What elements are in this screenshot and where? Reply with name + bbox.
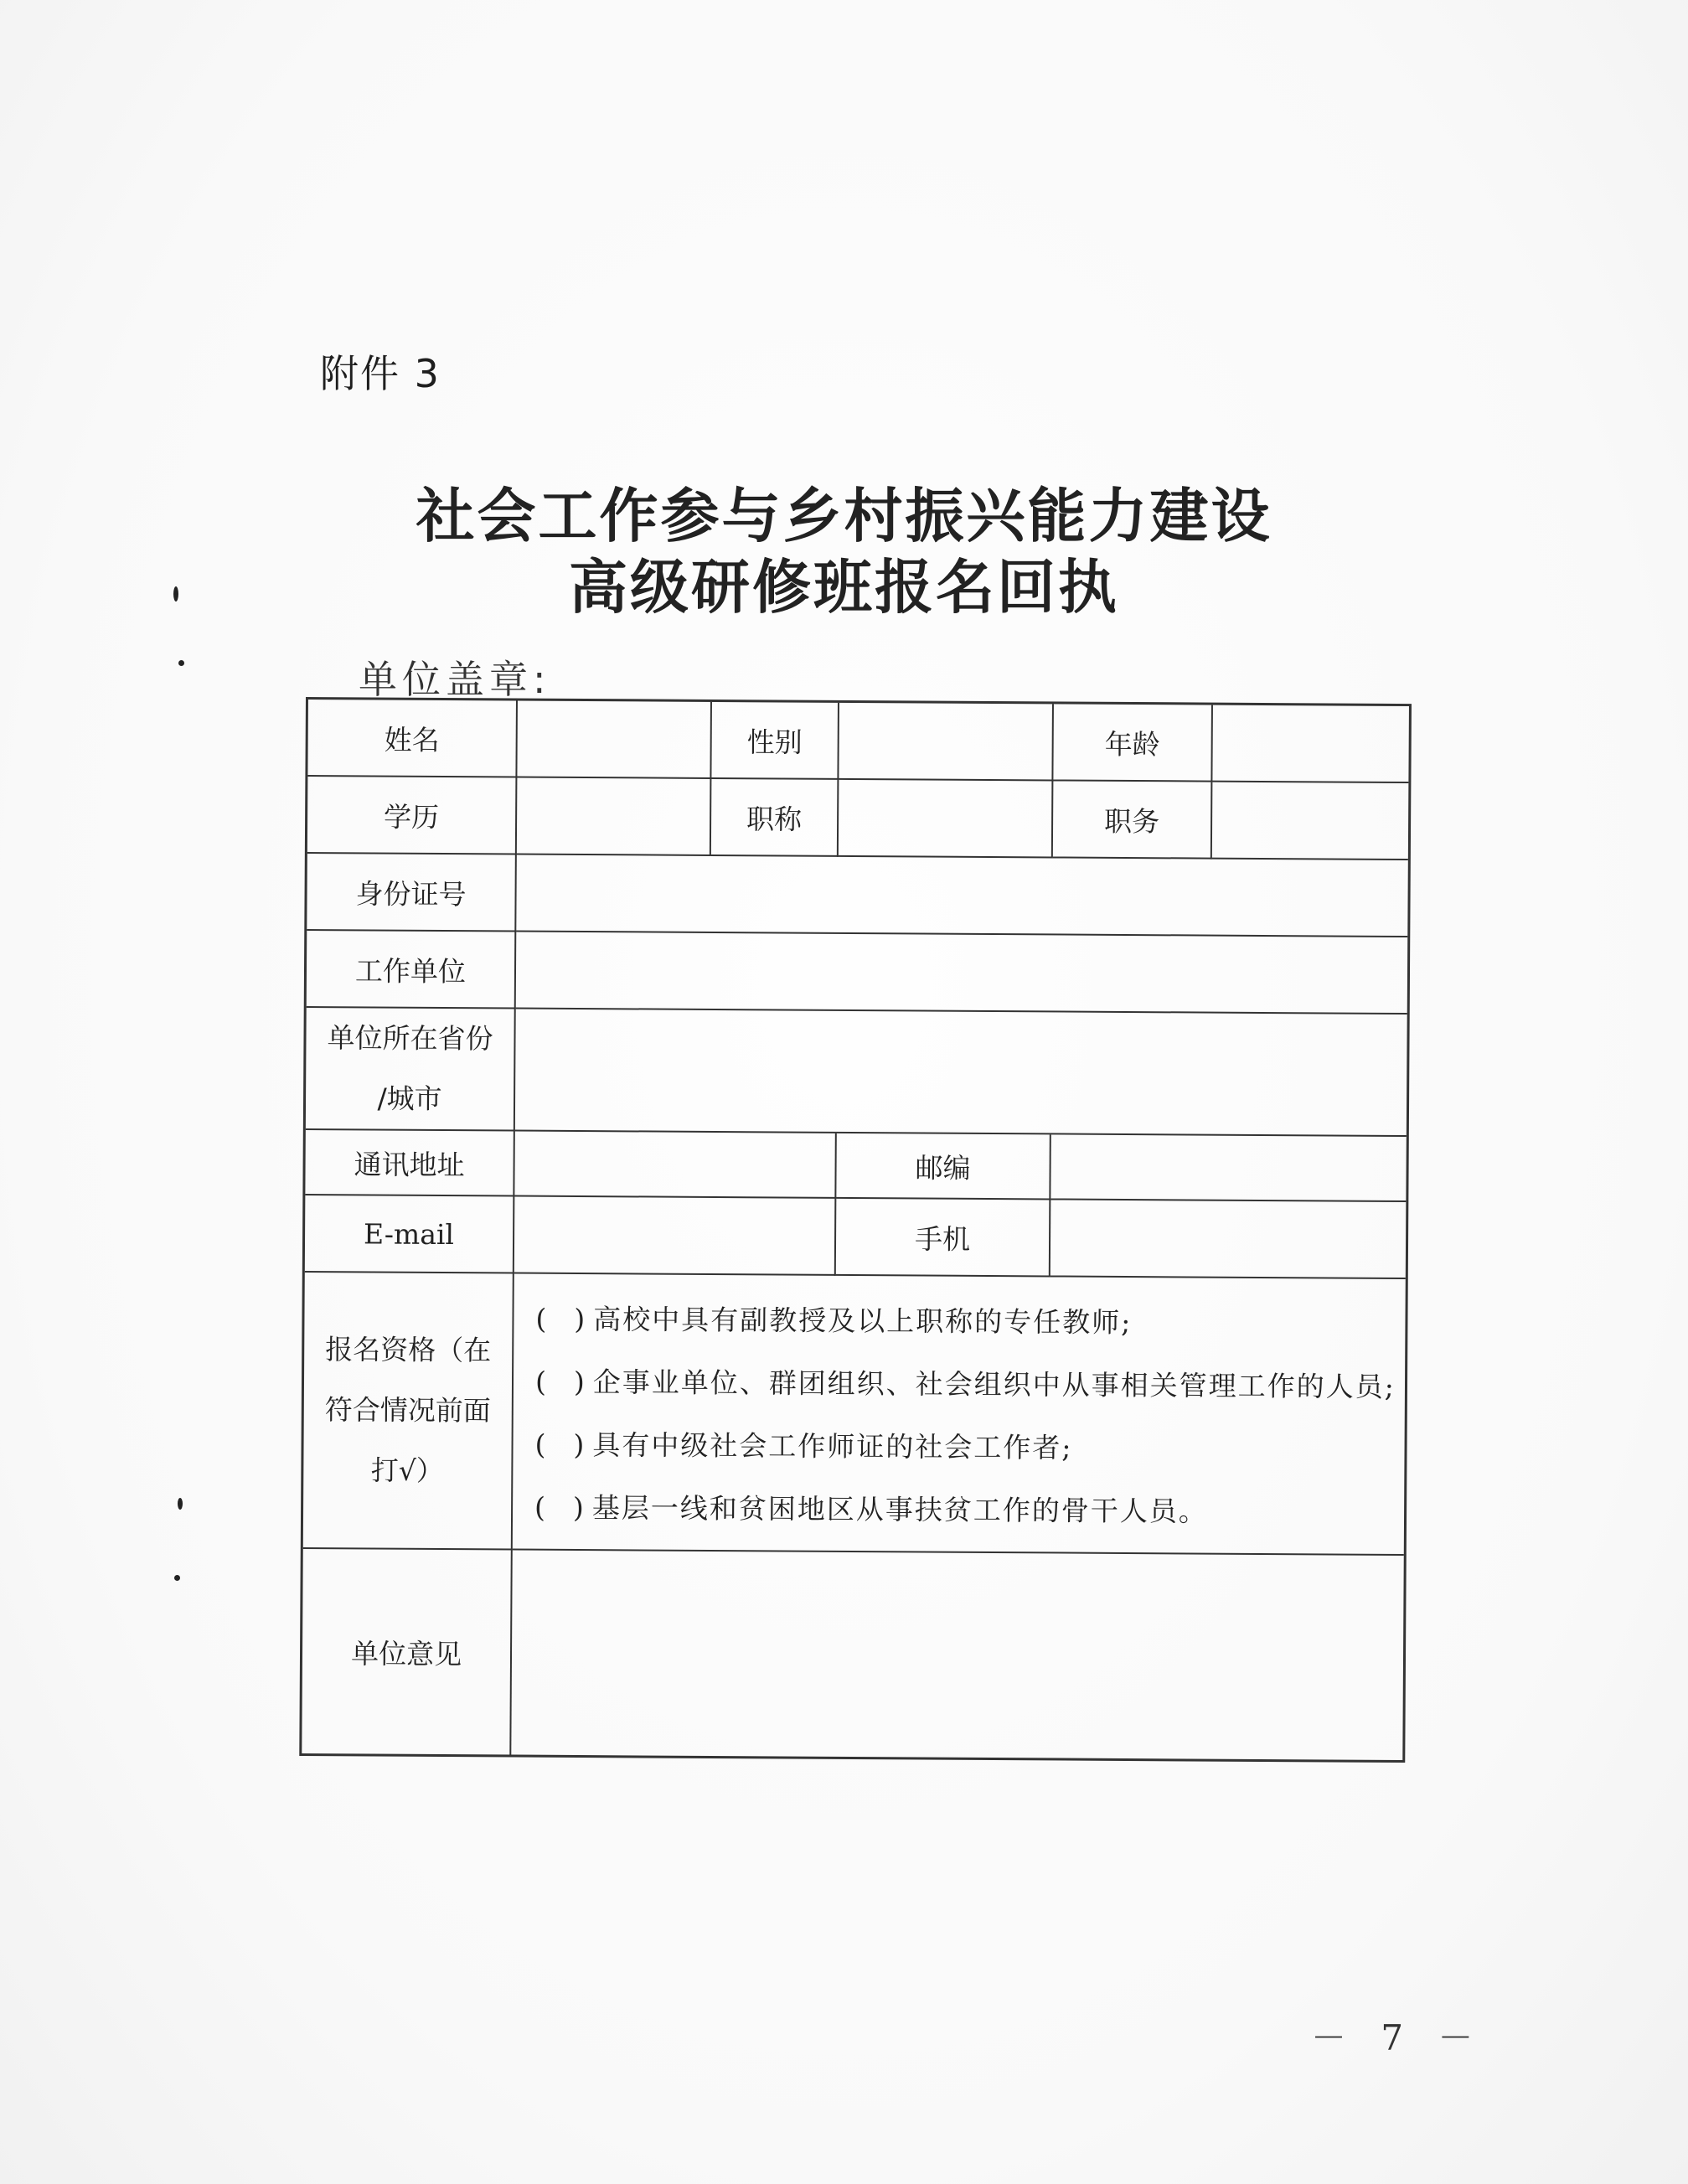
checkbox-parens[interactable]: ( ) (534, 1490, 584, 1525)
position-field[interactable] (1212, 782, 1409, 860)
qualification-label-line1: 报名资格（在 (325, 1333, 492, 1367)
id-number-field[interactable] (516, 855, 1408, 937)
email-label: E-mail (305, 1195, 515, 1274)
qualification-option[interactable] (535, 1360, 1396, 1405)
qualification-option-text: 具有中级社会工作师证的社会工作者; (592, 1428, 1073, 1464)
document-title-line1: 社会工作参与乡村振兴能力建设 (416, 481, 1272, 550)
qualification-label (303, 1273, 514, 1551)
qualification-option[interactable] (534, 1486, 1208, 1530)
qualification-label-line3: 打√） (370, 1453, 444, 1488)
education-label: 学历 (307, 777, 518, 855)
unit-opinion-label: 单位意见 (302, 1549, 512, 1755)
address-field[interactable] (514, 1132, 836, 1199)
postcode-field[interactable] (1050, 1134, 1406, 1202)
binding-hole-mark (178, 1498, 183, 1510)
gender-label: 性别 (711, 702, 839, 780)
name-field[interactable] (517, 701, 712, 779)
title-field[interactable] (839, 780, 1054, 859)
education-field[interactable] (517, 778, 712, 856)
qualification-option-text: 企事业单位、群团组织、社会组织中从事相关管理工作的人员; (592, 1366, 1396, 1403)
address-label: 通讯地址 (305, 1130, 514, 1197)
unit-stamp-label: 单位盖章: (359, 657, 551, 702)
document-title-line2: 高级研修班报名回执 (569, 552, 1119, 622)
province-city-field[interactable] (515, 1009, 1407, 1137)
page-number: － 7 － (1311, 2017, 1485, 2058)
checkbox-parens[interactable]: ( ) (535, 1302, 586, 1336)
checkbox-parens[interactable]: ( ) (534, 1428, 585, 1462)
position-label: 职务 (1053, 781, 1213, 859)
binding-hole-mark (178, 660, 184, 666)
title-label: 职称 (711, 779, 839, 857)
postcode-label: 邮编 (836, 1133, 1050, 1200)
qualification-option[interactable] (535, 1298, 1132, 1340)
qualification-option-text: 基层一线和贫困地区从事扶贫工作的骨干人员。 (591, 1491, 1208, 1528)
id-number-label: 身份证号 (307, 854, 517, 932)
registration-form-table (299, 697, 1412, 1763)
work-unit-field[interactable] (516, 932, 1408, 1015)
email-field[interactable] (514, 1197, 837, 1276)
province-city-label-line1: 单位所在省份 (327, 1021, 493, 1056)
name-label: 姓名 (307, 700, 518, 778)
checkbox-parens[interactable]: ( ) (534, 1365, 585, 1399)
qualification-options (513, 1274, 1406, 1556)
province-city-label (306, 1008, 516, 1132)
qualification-option-text: 高校中具有副教授及以上职称的专任教师; (593, 1303, 1133, 1340)
unit-opinion-field[interactable] (511, 1551, 1403, 1760)
work-unit-label: 工作单位 (307, 931, 517, 1009)
binding-hole-mark (174, 1575, 180, 1581)
gender-field[interactable] (839, 703, 1054, 782)
binding-hole-mark (173, 586, 178, 602)
attachment-label: 附件 3 (320, 351, 441, 396)
qualification-label-line2: 符合情况前面 (324, 1393, 491, 1428)
mobile-label: 手机 (836, 1199, 1051, 1278)
qualification-option[interactable] (534, 1423, 1072, 1466)
age-field[interactable] (1212, 705, 1409, 783)
mobile-field[interactable] (1050, 1200, 1407, 1279)
age-label: 年龄 (1053, 704, 1213, 782)
province-city-label-line2: /城市 (377, 1082, 442, 1116)
